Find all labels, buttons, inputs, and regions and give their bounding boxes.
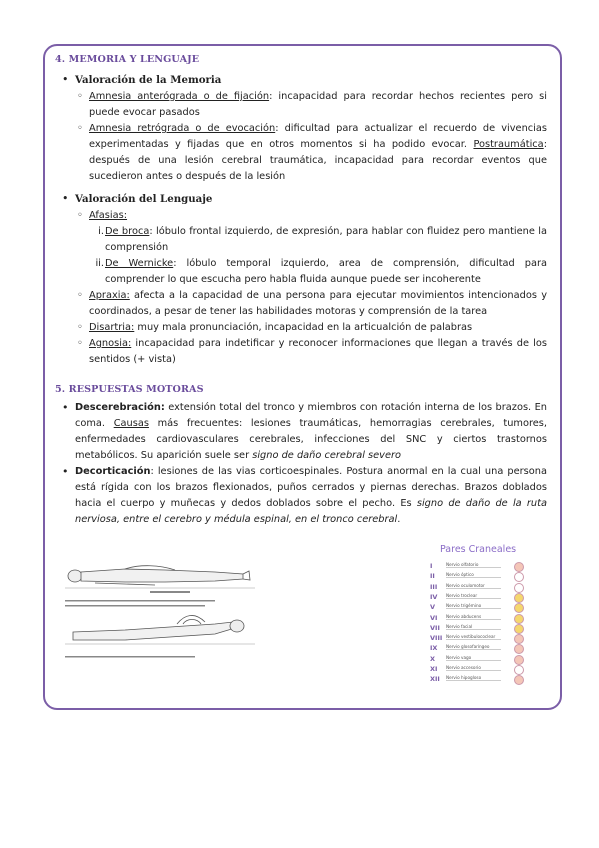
wernicke-text: : lóbulo temporal izquierdo, area de comprensión, dificultad para comprender lo que escucha pero habla fluida aunque puede ser incoherente [105,258,547,285]
pares-description-line [446,660,501,661]
pares-nerve-name: Nervio abducens [446,613,482,619]
decorticacion-term: Decorticación [75,466,151,477]
pares-roman-numeral: XI [430,665,438,673]
pares-craneales-row [426,665,546,674]
agnosia-term: Agnosia: [89,338,132,349]
wernicke-term: De Wernicke [105,258,174,269]
lenguaje-title: Valoración del Lenguaje [75,193,213,205]
pares-description-line [446,680,501,681]
decorticacion-text: : lesiones de las vias corticoespinales. Postura anormal en la cual una persona está rígida con los brazos flexionados, puños cerrados y piernas derechas. Brazos doblados hacia el cuerpo y muñecas y dedos doblados sobre el pecho. Es [75,466,547,509]
broca-number: i. [98,226,104,237]
pares-organ-icon [514,675,524,685]
pares-roman-numeral: V [430,603,436,612]
pares-nerve-name: Nervio vago [446,654,472,660]
apraxia-term: Apraxia: [89,290,130,301]
pares-nerve-name: Nervio troclear [446,592,478,598]
pares-craneales-row [426,655,546,664]
decorticacion-end: . [397,514,401,525]
descerebracion-text-1: extensión total del tronco y miembros con rotación interna de los brazos. En coma. [75,402,547,429]
descerebracion-text-2: más frecuentes: lesiones traumáticas, hemorragias cerebrales, tumores, enfermedades cardiovasculares cerebrales, infecciones del SNC y ciertos trastornos metabólicos. Su aparición suele ser [75,418,547,461]
lenguaje-item [55,191,547,208]
descerebracion-term: Descerebración: [75,402,165,413]
disartria-text: muy mala pronunciación, incapacidad en la articualción de palabras [134,322,473,333]
memoria-title: Valoración de la Memoria [75,74,222,86]
retrograda-term: Amnesia retrógrada o de evocación [89,123,276,134]
pares-organ-icon [514,562,524,572]
pares-organ-icon [514,655,524,665]
pares-craneales-row [426,614,546,623]
pares-organ-icon [514,665,524,675]
pares-nerve-name: Nervio óptico [446,572,474,578]
wernicke-item [55,256,547,288]
postraumatica-term: Postraumática [473,139,544,150]
pares-description-line [446,608,501,609]
document-content [55,52,547,528]
posture-illustration [65,552,255,662]
pares-description-line [446,588,501,589]
pares-description-line [446,670,501,671]
pares-description-line [446,598,501,599]
anterograda-text: : incapacidad para recordar hechos recientes pero si puede evocar pasados [89,91,547,118]
pares-organ-icon [514,614,524,624]
section-4-heading: 4. MEMORIA Y LENGUAJE [55,54,200,65]
disartria-item [55,320,547,336]
pares-nerve-name: Nervio facial [446,623,473,629]
pares-organ-icon [514,644,524,654]
pares-craneales-row [426,583,546,592]
pares-roman-numeral: VIII [430,634,443,643]
pares-nerve-name: Nervio accesorio [446,665,481,670]
disartria-term: Disartria: [89,322,135,333]
pares-roman-numeral: I [430,562,433,570]
pares-nerve-name: Nervio oculomotor [446,582,485,588]
pares-organ-icon [514,634,524,644]
pares-craneales-row [426,572,546,581]
pares-organ-icon [514,572,524,582]
pares-roman-numeral: VII [430,623,440,632]
pares-roman-numeral: X [430,654,436,663]
pares-craneales-row [426,624,546,633]
pares-roman-numeral: IV [430,592,438,601]
retrograda-item [55,121,547,185]
afasias-item [55,208,547,224]
pares-description-line [446,619,501,620]
pares-craneales-row [426,593,546,602]
retrograda-text: : dificultad para actualizar el recuerdo de vivencias experimentadas y fijadas que en otros momentos si ha podido evocar. [89,123,547,150]
section-5-heading: 5. RESPUESTAS MOTORAS [55,384,204,395]
anterograda-term: Amnesia anterógrada o de fijación [89,91,270,102]
pares-craneales-row [426,562,546,571]
agnosia-item [55,336,547,368]
pares-organ-icon [514,583,524,593]
apraxia-item [55,288,547,320]
agnosia-text: incapacidad para indetificar y reconocer informaciones que llegan a través de los sentidos (+ vista) [89,338,547,365]
decorticacion-italic: signo de daño de la ruta nerviosa, entre el cerebro y médula espinal, en el tronco cerebral [75,498,547,525]
pares-craneales-infographic [426,540,548,690]
descerebracion-item [55,400,547,464]
broca-item [55,224,547,256]
pares-craneales-row [426,634,546,643]
descerebracion-italic: signo de daño cerebral severo [252,450,402,461]
postraumatica-text: : después de una lesión cerebral traumática, incapacidad para recordar eventos que sucedieron antes o después de la lesión [89,139,547,182]
apraxia-text: afecta a la capacidad de una persona para ejecutar movimientos intencionados y coordinados, a pesar de tener las habilidades motoras y comprensión de la tarea [89,290,547,317]
broca-text: : lóbulo frontal izquierdo, de expresión, para hablar con fluidez pero mantiene la comprensión [105,226,547,253]
pares-craneales-title: Pares Craneales [440,544,517,555]
pares-roman-numeral: III [430,582,438,591]
pares-organ-icon [514,593,524,603]
pares-description-line [446,639,501,640]
wernicke-number: ii. [95,258,104,269]
pares-craneales-row [426,644,546,653]
decorticacion-item [55,464,547,528]
pares-nerve-name: Nervio glosofaríngeo [446,644,490,650]
pares-description-line [446,567,501,568]
pares-organ-icon [514,624,524,634]
pares-organ-icon [514,603,524,613]
pares-nerve-name: Nervio hipogloso [446,675,482,681]
pares-description-line [446,649,501,650]
afasias-term: Afasias: [89,210,128,221]
pares-description-line [446,629,501,630]
anterograda-item [55,89,547,121]
pares-craneales-row [426,603,546,612]
pares-roman-numeral: II [430,572,435,581]
posture-drawing [65,552,255,662]
pares-nerve-name: Nervio olfatorio [446,562,479,567]
pares-roman-numeral: VI [430,613,438,622]
broca-term: De broca [105,226,150,237]
pares-craneales-row [426,675,546,684]
pares-roman-numeral: XII [430,675,440,684]
pares-nerve-name: Nervio vestibulococlear [446,634,496,640]
pares-nerve-name: Nervio trigémino [446,603,482,609]
memoria-item [55,72,547,89]
pares-roman-numeral: IX [430,644,438,653]
pares-description-line [446,577,501,578]
causas-term: Causas [113,418,149,429]
